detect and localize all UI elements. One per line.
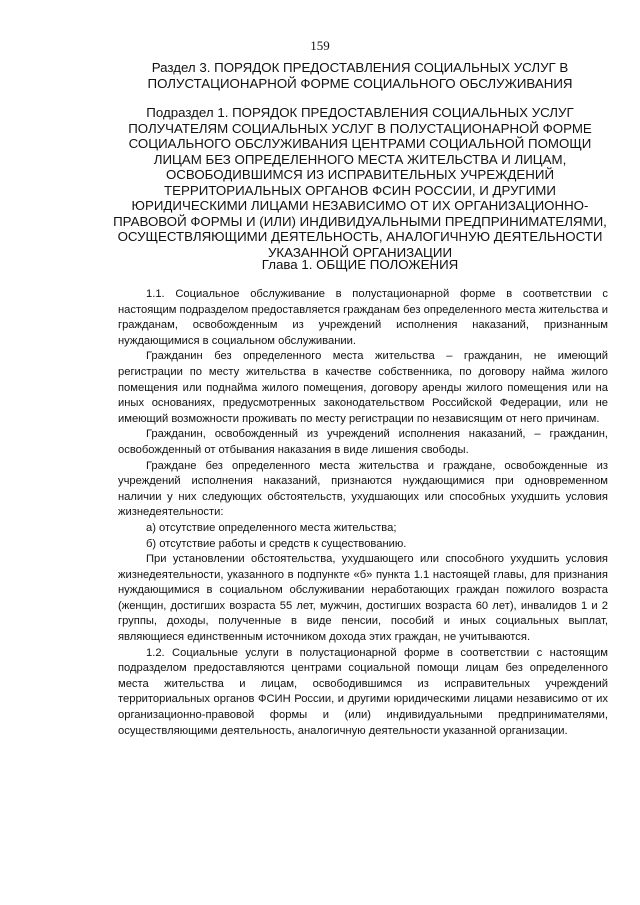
paragraph-released-definition: Гражданин, освобожденный из учреждений исполнения наказаний, – гражданин, освобожденный от отбывания наказания в виде лишения свободы. (118, 428, 608, 456)
list-item-a: а) отсутствие определенного места жительства; (146, 521, 397, 534)
list-item-b: б) отсутствие работы и средств к существованию. (146, 537, 407, 550)
body-text (118, 287, 608, 739)
subsection-heading: Подраздел 1. ПОРЯДОК ПРЕДОСТАВЛЕНИЯ СОЦИАЛЬНЫХ УСЛУГ ПОЛУЧАТЕЛЯМ СОЦИАЛЬНЫХ УСЛУГ В ПОЛУСТАЦИОНАРНОЙ ФОРМЕ СОЦИАЛЬНОГО ОБСЛУЖИВАНИЯ ЦЕНТРАМИ СОЦИАЛЬНОЙ ПОМОЩИ ЛИЦАМ БЕЗ ОПРЕДЕЛЕННОГО МЕСТА ЖИТЕЛЬСТВА И ЛИЦАМ, ОСВОБОДИВШИМСЯ ИЗ ИСПРАВИТЕЛЬНЫХ УЧРЕЖДЕНИЙ ТЕРРИТОРИАЛЬНЫХ ОРГАНОВ ФСИН РОССИИ, И ДРУГИМИ ЮРИДИЧЕСКИМИ ЛИЦАМИ НЕЗАВИСИМО ОТ ИХ ОРГАНИЗАЦИОННО-ПРАВОВОЙ ФОРМЫ И (ИЛИ) ИНДИВИДУАЛЬНЫМИ ПРЕДПРИНИМАТЕЛЯМИ, ОСУЩЕСТВЛЯЮЩИМИ ДЕЯТЕЛЬНОСТЬ, АНАЛОГИЧНУЮ ДЕЯТЕЛЬНОСТИ УКАЗАННОЙ ОРГАНИЗАЦИИ (113, 105, 607, 260)
paragraph-homeless-definition: Гражданин без определенного места жительства – гражданин, не имеющий регистрации по месту жительства в качестве собственника, по договору найма жилого помещения или поднайма жилого помещения, договору аренды жилого помещения или на иных основаниях, предусмотренных законодательством Российской Федерации, или не имеющий возможности проживать по месту регистрации по независящим от него причинам. (118, 350, 608, 425)
page-number: 159 (310, 38, 330, 53)
paragraph-1-1: 1.1. Социальное обслуживание в полустационарной форме в соответствии с настоящим подразделом предоставляется гражданам без определенного места жительства и гражданам, освобожденным из учреждений исполнения наказаний, признанным нуждающимися в социальном обслуживании. (118, 288, 608, 347)
paragraph-1-2: 1.2. Социальные услуги в полустационарной форме в соответствии с настоящим подразделом предоставляются центрами социальной помощи лицам без определенного места жительства и лицам, освободившимся из исправительных учреждений территориальных органов ФСИН России, и другими юридическими лицами независимо от их организационно-правовой формы и (или) индивидуальными предпринимателями, осуществляющими деятельность, аналогичную деятельности указанной организации. (118, 646, 608, 737)
section-heading: Раздел 3. ПОРЯДОК ПРЕДОСТАВЛЕНИЯ СОЦИАЛЬНЫХ УСЛУГ В ПОЛУСТАЦИОНАРНОЙ ФОРМЕ СОЦИАЛЬНОГО ОБСЛУЖИВАНИЯ (147, 60, 573, 91)
chapter-heading: Глава 1. ОБЩИЕ ПОЛОЖЕНИЯ (261, 257, 459, 272)
paragraph-income-exception: При установлении обстоятельства, ухудшающего или способного ухудшить условия жизнедеятельности, указанного в подпункте «б» пункта 1.1 настоящей главы, для признания нуждающимися в социальном обслуживании неработающих граждан пожилого возраста (женщин, достигших возраста 55 лет, мужчин, достигших возраста 60 лет), инвалидов 1 и 2 группы, доходы, полученные в виде пенсии, пособий и иных социальных выплат, являющиеся единственным источником дохода этих граждан, не учитываются. (118, 553, 608, 644)
paragraph-need-conditions: Граждане без определенного места жительства и граждане, освобожденные из учреждений исполнения наказаний, признаются нуждающимися при одновременном наличии у них следующих обстоятельств, ухудшающих или способных ухудшить условия жизнедеятельности: (118, 459, 608, 519)
